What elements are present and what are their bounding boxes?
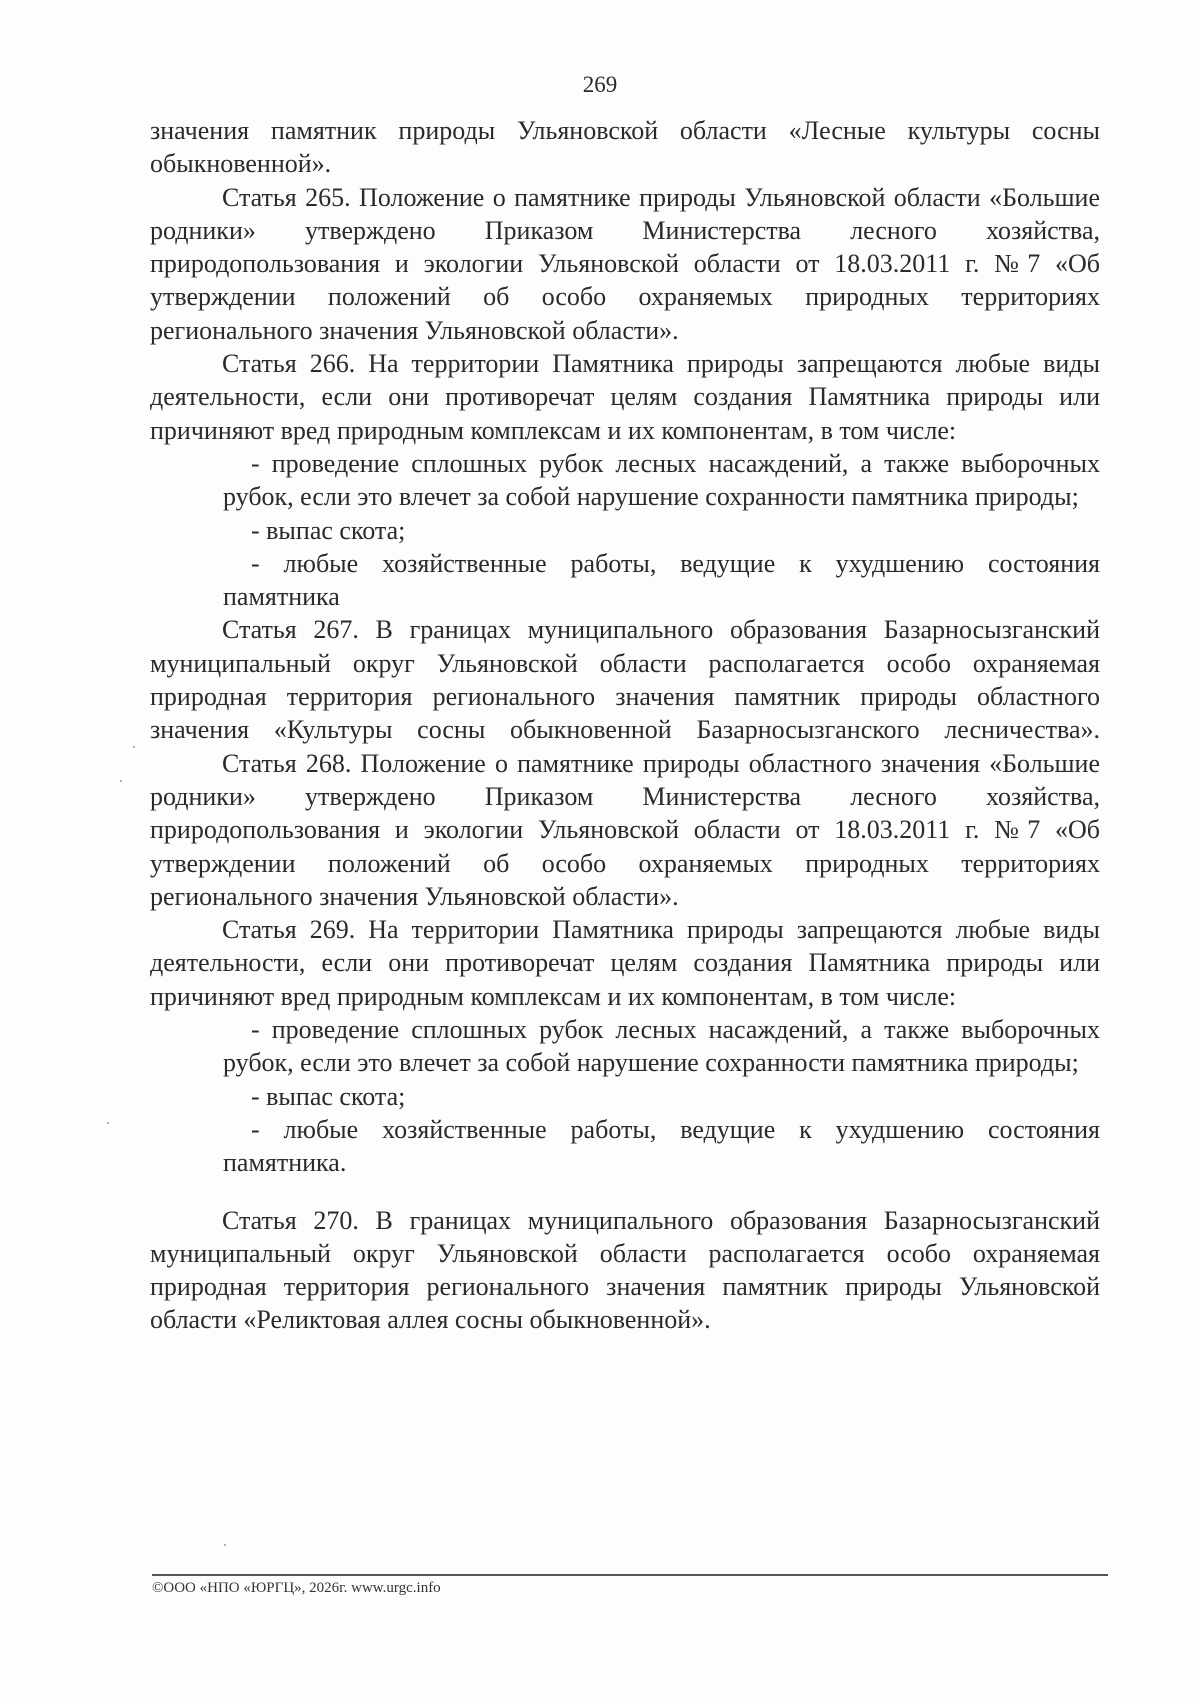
list-item: - любые хозяйственные работы, ведущие к ухудшению состояния памятника (223, 548, 1100, 612)
article-266: Статья 266. На территории Памятника природы запрещаются любые виды деятельности, если они противоречат целям создания Памятника природы или причиняют вред природным комплексам и их компонентам, в том числе: (150, 349, 1100, 445)
list-item: - выпас скота; (251, 515, 406, 545)
list-item: - проведение сплошных рубок лесных насаждений, а также выборочных рубок, если это влечет за собой нарушение сохранности памятника природы; (223, 448, 1100, 512)
article-270: Статья 270. В границах муниципального образования Базарносызганский муниципальный округ Ульяновской области располагается особо охраняемая природная территория регионального значения памятник природы Ульяновской области «Реликтовая аллея сосны обыкновенной». (150, 1205, 1100, 1335)
scan-speck (133, 746, 135, 748)
article-269: Статья 269. На территории Памятника природы запрещаются любые виды деятельности, если они противоречат целям создания Памятника природы или причиняют вред природным комплексам и их компонентам, в том числе: (150, 915, 1100, 1011)
article-267: Статья 267. В границах муниципального образования Базарносызганский муниципальный округ Ульяновской области располагается особо охраняемая природная территория регионального значения памятник природы областного значения «Культуры сосны обыкновенной Базарносызганского лесничества». (150, 615, 1100, 745)
article-269-list (150, 1013, 1100, 1179)
intro-paragraph: значения памятник природы Ульяновской области «Лесные культуры сосны обыкновенной». (150, 116, 1100, 179)
scan-speck (224, 1544, 226, 1546)
scan-speck (107, 1122, 109, 1124)
article-265: Статья 265. Положение о памятнике природы Ульяновской области «Большие родники» утверждено Приказом Министерства лесного хозяйства, природопользования и экологии Ульяновской области от 18.03.2011 г. №7 «Об утверждении положений об особо охраняемых природных территориях регионального значения Ульяновской области». (150, 182, 1100, 345)
list-item: - проведение сплошных рубок лесных насаждений, а также выборочных рубок, если это влечет за собой нарушение сохранности памятника природы; (223, 1015, 1100, 1078)
article-266-list (150, 447, 1100, 613)
scan-speck (120, 780, 122, 782)
footer-divider (152, 1574, 1108, 1576)
page-number: 269 (582, 72, 618, 97)
paragraph-gap (150, 1180, 1100, 1204)
article-268: Статья 268. Положение о памятнике природы областного значения «Большие родники» утверждено Приказом Министерства лесного хозяйства, природопользования и экологии Ульяновской области от 18.03.2011 г. №7 «Об утверждении положений об особо охраняемых природных территориях регионального значения Ульяновской области». (150, 748, 1100, 911)
footer-copyright: ©ООО «НПО «ЮРГЦ», 2026г. www.urgc.info (152, 1580, 441, 1596)
document-body (150, 114, 1100, 1337)
list-item: - выпас скота; (251, 1081, 406, 1111)
list-item: - любые хозяйственные работы, ведущие к ухудшению состояния памятника. (223, 1114, 1100, 1178)
